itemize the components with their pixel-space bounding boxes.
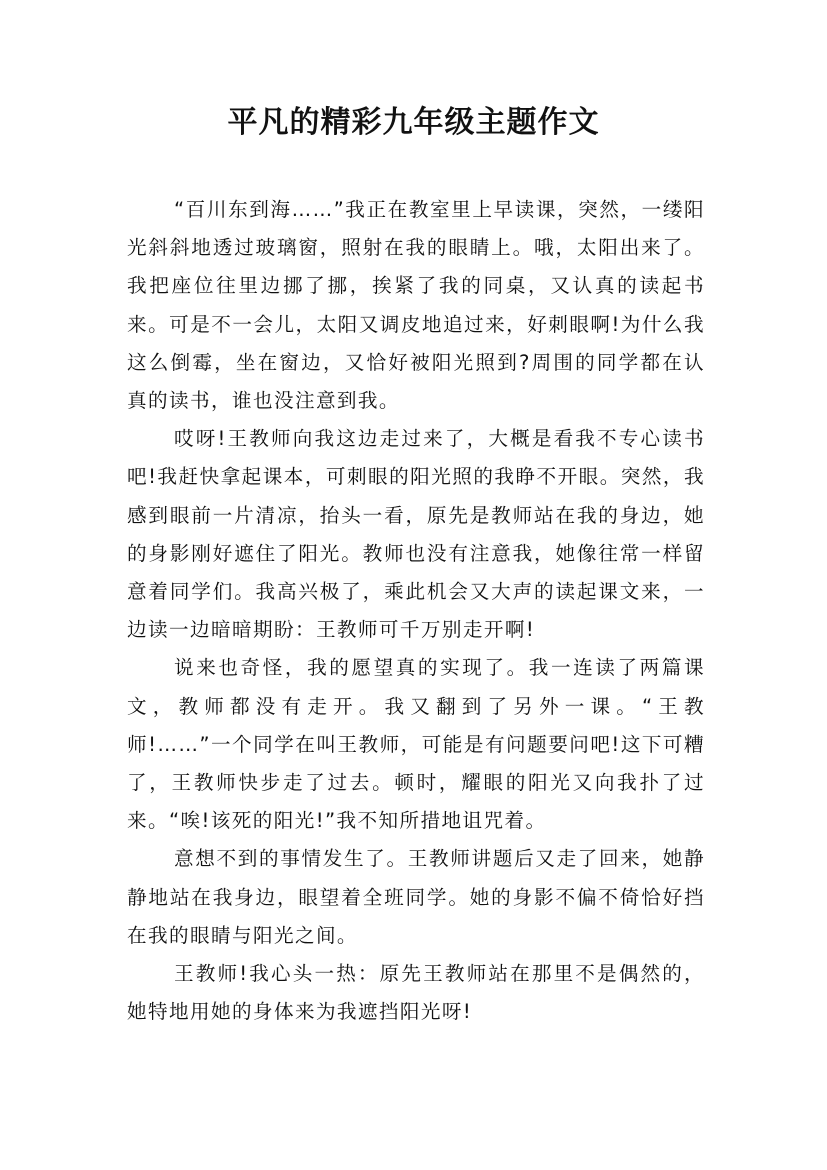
paragraph-2: 哎呀!王教师向我这边走过来了，大概是看我不专心读书吧!我赶快拿起课本，可刺眼的阳光照的我睁不开眼。突然，我感到眼前一片清凉，抬头一看，原先是教师站在我的身边，她的身影刚好遮住了阳光。教师也没有注意我，她像往常一样留意着同学们。我高兴极了，乘此机会又大声的读起课文来，一边读一边暗暗期盼：王教师可千万别走开啊! (127, 427, 705, 642)
paragraph-4: 意想不到的事情发生了。王教师讲题后又走了回来，她静静地站在我身边，眼望着全班同学。她的身影不偏不倚恰好挡在我的眼睛与阳光之间。 (127, 847, 705, 947)
document-title: 平凡的精彩九年级主题作文 (227, 105, 600, 140)
paragraph-3: 说来也奇怪，我的愿望真的实现了。我一连读了两篇课文，教师都没有走开。我又翻到了另外一课。“王教师!……”一个同学在叫王教师，可能是有问题要问吧!这下可糟了，王教师快步走了过去。顿时，耀眼的阳光又向我扑了过来。“唉!该死的阳光!”我不知所措地诅咒着。 (127, 656, 705, 833)
document-body (127, 191, 705, 1031)
paragraph-1: “百川东到海……”我正在教室里上早读课，突然，一缕阳光斜斜地透过玻璃窗，照射在我的眼睛上。哦，太阳出来了。我把座位往里边挪了挪，挨紧了我的同桌，又认真的读起书来。可是不一会儿，太阳又调皮地追过来，好刺眼啊!为什么我这么倒霉，坐在窗边，又恰好被阳光照到?周围的同学都在认真的读书，谁也没注意到我。 (127, 198, 705, 413)
paragraph-5: 王教师!我心头一热：原先王教师站在那里不是偶然的，她特地用她的身体来为我遮挡阳光呀! (127, 962, 705, 1024)
